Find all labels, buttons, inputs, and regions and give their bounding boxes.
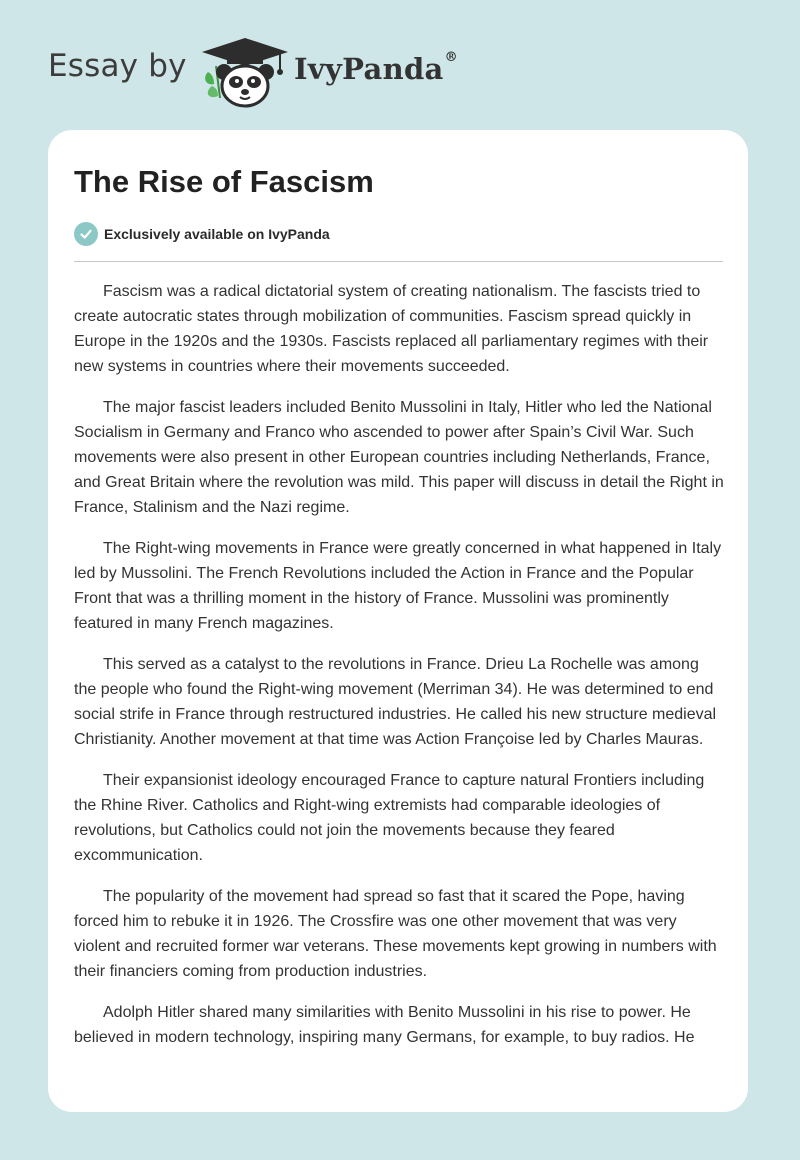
essay-card [48, 130, 748, 1112]
paragraph: The popularity of the movement had spread so fast that it scared the Pope, having forced him to rebuke it in 1926. The Crossfire was one other movement that was very violent and recruited former war veterans. These movements kept growing in numbers with their financiers coming from production industries. [74, 888, 717, 980]
check-icon [74, 222, 98, 246]
exclusive-badge [74, 222, 330, 246]
paragraph: Adolph Hitler shared many similarities with Benito Mussolini in his rise to power. He believed in modern technology, inspiring many Germans, for example, to buy radios. He [74, 1004, 695, 1046]
divider [74, 261, 723, 262]
page-title: The Rise of Fascism [74, 164, 374, 199]
brand-text: IvyPanda [294, 52, 444, 86]
brand-name[interactable] [294, 52, 458, 86]
trademark-symbol: ® [444, 50, 458, 65]
essay-body [74, 279, 724, 1066]
paragraph: Their expansionist ideology encouraged France to capture natural Frontiers including the Rhine River. Catholics and Right-wing extremists had comparable ideologies of revolutions, but Catholics could not join the movements because they feared excommunication. [74, 772, 705, 864]
panda-graduate-icon[interactable] [200, 36, 290, 110]
site-header [0, 0, 800, 130]
paragraph: The Right-wing movements in France were greatly concerned in what happened in Italy led by Mussolini. The French Revolutions included the Action in France and the Popular Front that was a thrilling moment in the history of France. Mussolini was prominently featured in many French magazines. [74, 540, 722, 632]
badge-text: Exclusively available on IvyPanda [104, 226, 330, 242]
essay-by-label: Essay by [48, 48, 187, 84]
paragraph: This served as a catalyst to the revolutions in France. Drieu La Rochelle was among the people who found the Right-wing movement (Merriman 34). He was determined to end social strife in France through restructured industries. He called his new structure medieval Christianity. Another movement at that time was Action Françoise led by Charles Mauras. [74, 656, 717, 748]
paragraph: The major fascist leaders included Benito Mussolini in Italy, Hitler who led the National Socialism in Germany and Franco who ascended to power after Spain’s Civil War. Such movements were also present in other European countries including Netherlands, France, and Great Britain where the revolution was mild. This paper will discuss in detail the Right in France, Stalinism and the Nazi regime. [74, 399, 724, 516]
paragraph: Fascism was a radical dictatorial system of creating nationalism. The fascists tried to create autocratic states through mobilization of communities. Fascism spread quickly in Europe in the 1920s and the 1930s. Fascists replaced all parliamentary regimes with their new systems in countries where their movements succeeded. [74, 283, 709, 375]
